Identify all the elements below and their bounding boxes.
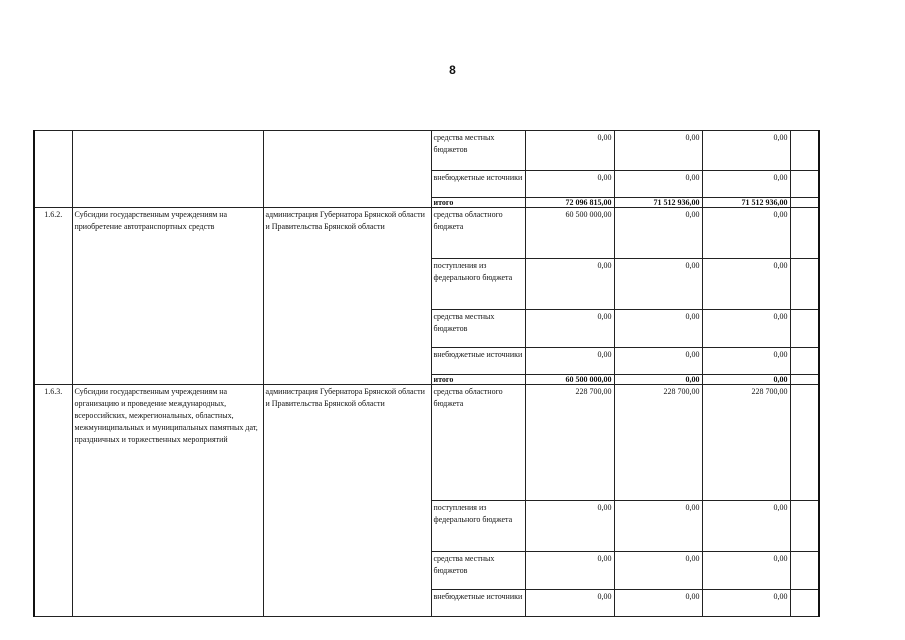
- value-cell: 0,00: [614, 552, 702, 590]
- executor-cell: [263, 131, 431, 208]
- value-cell: 0,00: [702, 259, 790, 310]
- item-executor: администрация Губернатора Брянской области и Правительства Брянской области: [263, 208, 431, 385]
- empty-cell: [790, 131, 819, 171]
- value-cell: 0,00: [525, 171, 614, 198]
- value-cell: 0,00: [702, 131, 790, 171]
- value-cell: 0,00: [525, 501, 614, 552]
- value-cell: 60 500 000,00: [525, 208, 614, 259]
- empty-cell: [790, 501, 819, 552]
- empty-cell: [790, 310, 819, 348]
- value-cell: 0,00: [525, 552, 614, 590]
- value-cell: 0,00: [614, 501, 702, 552]
- value-cell: 0,00: [614, 171, 702, 198]
- source-cell: итого: [431, 198, 525, 208]
- page-number: 8: [449, 63, 456, 77]
- source-cell: средства местных бюджетов: [431, 552, 525, 590]
- source-cell: поступления из федерального бюджета: [431, 259, 525, 310]
- value-cell: 60 500 000,00: [525, 375, 614, 385]
- value-cell: 71 512 936,00: [614, 198, 702, 208]
- source-cell: итого: [431, 375, 525, 385]
- source-cell: внебюджетные источники: [431, 590, 525, 617]
- source-cell: средства областного бюджета: [431, 385, 525, 501]
- value-cell: 0,00: [614, 348, 702, 375]
- value-cell: 0,00: [702, 552, 790, 590]
- value-cell: 0,00: [702, 208, 790, 259]
- source-cell: средства местных бюджетов: [431, 310, 525, 348]
- value-cell: 0,00: [614, 259, 702, 310]
- value-cell: 72 096 815,00: [525, 198, 614, 208]
- value-cell: 228 700,00: [614, 385, 702, 501]
- value-cell: 0,00: [525, 131, 614, 171]
- source-cell: внебюджетные источники: [431, 171, 525, 198]
- value-cell: 0,00: [702, 171, 790, 198]
- value-cell: 228 700,00: [525, 385, 614, 501]
- source-cell: средства местных бюджетов: [431, 131, 525, 171]
- source-cell: поступления из федерального бюджета: [431, 501, 525, 552]
- value-cell: 228 700,00: [702, 385, 790, 501]
- table-row: [34, 385, 819, 501]
- source-cell: внебюджетные источники: [431, 348, 525, 375]
- item-code: 1.6.2.: [34, 208, 72, 385]
- value-cell: 0,00: [525, 310, 614, 348]
- value-cell: 0,00: [702, 375, 790, 385]
- empty-cell: [790, 198, 819, 208]
- value-cell: 0,00: [614, 208, 702, 259]
- value-cell: 0,00: [614, 590, 702, 617]
- code-cell: [34, 131, 72, 208]
- empty-cell: [790, 348, 819, 375]
- value-cell: 0,00: [702, 348, 790, 375]
- source-cell: средства областного бюджета: [431, 208, 525, 259]
- empty-cell: [790, 171, 819, 198]
- value-cell: 0,00: [702, 501, 790, 552]
- name-cell: [72, 131, 263, 208]
- item-executor: администрация Губернатора Брянской области и Правительства Брянской области: [263, 385, 431, 617]
- value-cell: 0,00: [525, 590, 614, 617]
- budget-table: [33, 130, 820, 617]
- value-cell: 71 512 936,00: [702, 198, 790, 208]
- item-name: Субсидии государственным учреждениям на приобретение автотранспортных средств: [72, 208, 263, 385]
- empty-cell: [790, 385, 819, 501]
- value-cell: 0,00: [614, 131, 702, 171]
- table-row: [34, 208, 819, 259]
- empty-cell: [790, 375, 819, 385]
- item-name: Субсидии государственным учреждениям на организацию и проведение международных, всероссийских, межрегиональных, областных, межмуниципальных и муниципальных памятных дат, праздничных и торжественных мероприятий: [72, 385, 263, 617]
- value-cell: 0,00: [525, 259, 614, 310]
- value-cell: 0,00: [702, 590, 790, 617]
- item-code: 1.6.3.: [34, 385, 72, 617]
- value-cell: 0,00: [614, 375, 702, 385]
- table-row: [34, 131, 819, 171]
- value-cell: 0,00: [525, 348, 614, 375]
- value-cell: 0,00: [702, 310, 790, 348]
- empty-cell: [790, 208, 819, 259]
- value-cell: 0,00: [614, 310, 702, 348]
- empty-cell: [790, 552, 819, 590]
- empty-cell: [790, 259, 819, 310]
- empty-cell: [790, 590, 819, 617]
